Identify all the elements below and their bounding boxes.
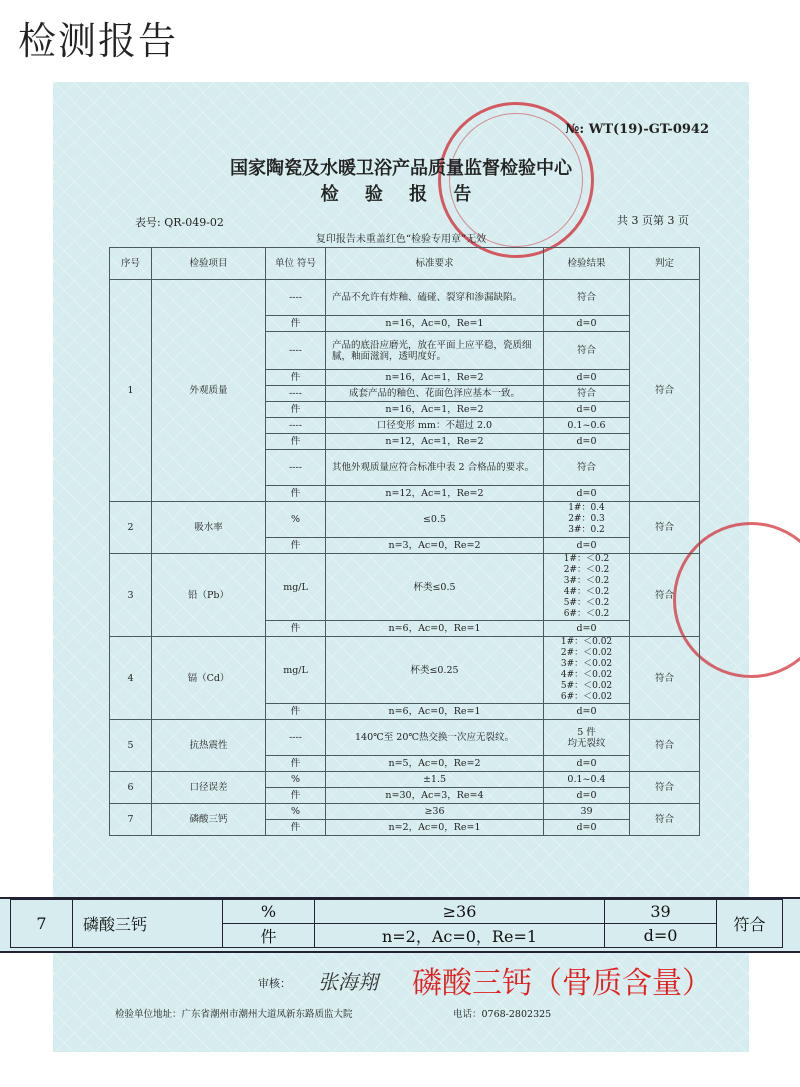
item-no: 4: [110, 637, 152, 720]
form-number: 表号: QR-049-02: [135, 216, 224, 229]
verdict-cell: 符合: [630, 804, 700, 836]
unit-cell: 件: [266, 756, 326, 772]
result-cell: d=0: [544, 316, 630, 332]
sample-result: 6#：＜0.02: [560, 692, 613, 702]
verdict-cell: 符合: [630, 720, 700, 772]
verdict-cell: 符合: [630, 637, 700, 720]
item-no: 7: [110, 804, 152, 836]
lab-address: 检验单位地址：广东省潮州市潮州大道凤新东路质监大院: [115, 1009, 353, 1020]
sample-result: 1#：＜0.2: [563, 554, 610, 564]
requirement-cell: 杯类≤0.5: [326, 554, 544, 621]
item-no: 2: [110, 502, 152, 554]
result-cell: [544, 637, 630, 704]
sample-result: 6#：＜0.2: [563, 609, 610, 619]
item-name: 外观质量: [152, 280, 266, 502]
requirement-cell: 产品不允许有炸釉、磕碰、裂穿和渗漏缺陷。: [326, 280, 544, 316]
header-item: 检验项目: [152, 248, 266, 280]
result-cell: 符合: [544, 386, 630, 402]
result-cell: d=0: [544, 370, 630, 386]
result-cell: 39: [544, 804, 630, 820]
sample-result: 4#：＜0.2: [563, 587, 610, 597]
verdict-cell: 符合: [630, 772, 700, 804]
unit-cell: 件: [266, 402, 326, 418]
unit-cell: ----: [266, 280, 326, 316]
requirement-cell: n=16，Ac=1，Re=2: [326, 402, 544, 418]
sample-result: 4#：＜0.02: [560, 670, 613, 680]
center-name: 国家陶瓷及水暖卫浴产品质量监督检验中心: [230, 158, 572, 179]
requirement-cell: 产品的底沿应磨光，放在平面上应平稳，瓷质细腻，釉面滋润，透明度好。: [326, 332, 544, 370]
item-name: 磷酸三钙: [152, 804, 266, 836]
caption-label: 磷酸三钙（骨质含量）: [412, 966, 712, 1001]
unit-cell: mg/L: [266, 637, 326, 704]
item-no: 3: [110, 554, 152, 637]
unit-cell: 件: [266, 621, 326, 637]
header-verdict: 判定: [630, 248, 700, 280]
unit-cell: 件: [266, 788, 326, 804]
item-name: 抗热震性: [152, 720, 266, 772]
report-title: 检 验 报 告: [320, 184, 482, 205]
reviewer-label: 审核：: [258, 977, 291, 990]
unit-cell: 件: [266, 820, 326, 836]
table-row: [110, 280, 700, 316]
unit-cell: 件: [266, 316, 326, 332]
sample-result: 3#：0.2: [568, 525, 605, 535]
sample-result: 2#：0.3: [568, 514, 605, 524]
copy-note: 复印报告未重盖红色“检验专用章”无效: [315, 234, 487, 245]
requirement-cell: ≥36: [326, 804, 544, 820]
inspection-table: [109, 247, 700, 836]
result-cell: d=0: [544, 434, 630, 450]
result-cell: d=0: [544, 788, 630, 804]
requirement-cell: n=16，Ac=1，Re=2: [326, 370, 544, 386]
table-row: [110, 804, 700, 820]
unit-cell: %: [266, 502, 326, 538]
requirement-cell: ≤0.5: [326, 502, 544, 538]
unit-cell: %: [266, 772, 326, 788]
unit-cell: 件: [266, 486, 326, 502]
item-no: 5: [110, 720, 152, 772]
header-requirement: 标准要求: [326, 248, 544, 280]
requirement-cell: n=16，Ac=0，Re=1: [326, 316, 544, 332]
sample-result: 2#：＜0.02: [560, 648, 613, 658]
requirement-cell: 杯类≤0.25: [326, 637, 544, 704]
sample-result: 1#：0.4: [568, 503, 605, 513]
result-cell: 符合: [544, 332, 630, 370]
sample-result: 1#：＜0.02: [560, 637, 613, 647]
requirement-cell: n=2，Ac=0，Re=1: [315, 924, 605, 948]
requirement-cell: n=12，Ac=1，Re=2: [326, 434, 544, 450]
result-cell: d=0: [544, 538, 630, 554]
sample-result: 3#：＜0.2: [563, 576, 610, 586]
item-no: 7: [11, 900, 73, 948]
result-cell: d=0: [544, 756, 630, 772]
result-cell: d=0: [605, 924, 717, 948]
sample-result: 2#：＜0.2: [563, 565, 610, 575]
result-line: 5 件: [577, 726, 596, 738]
unit-cell: ----: [266, 386, 326, 402]
requirement-cell: n=12，Ac=1，Re=2: [326, 486, 544, 502]
requirement-cell: ≥36: [315, 900, 605, 924]
unit-cell: 件: [266, 538, 326, 554]
result-cell: 符合: [544, 450, 630, 486]
table-row: [11, 900, 783, 924]
unit-cell: ----: [266, 418, 326, 434]
requirement-cell: 口径变形 mm：不超过 2.0: [326, 418, 544, 434]
header-result: 检验结果: [544, 248, 630, 280]
verdict-cell: 符合: [630, 554, 700, 637]
table-row: [110, 502, 700, 538]
table-row: [110, 637, 700, 704]
result-cell: [544, 720, 630, 756]
reviewer-signature: 张海翔: [318, 970, 378, 994]
item-no: 6: [110, 772, 152, 804]
unit-cell: ----: [266, 332, 326, 370]
result-cell: d=0: [544, 486, 630, 502]
result-cell: d=0: [544, 621, 630, 637]
result-cell: 39: [605, 900, 717, 924]
requirement-cell: n=3，Ac=0，Re=2: [326, 538, 544, 554]
header-no: 序号: [110, 248, 152, 280]
result-cell: [544, 554, 630, 621]
table-header-row: [110, 248, 700, 280]
table-row: [110, 720, 700, 756]
result-cell: 0.1~0.4: [544, 772, 630, 788]
page-count: 共 3 页第 3 页: [617, 214, 689, 227]
page-heading: 检测报告: [18, 19, 179, 63]
unit-cell: mg/L: [266, 554, 326, 621]
result-cell: [544, 502, 630, 538]
verdict-cell: 符合: [717, 900, 783, 948]
result-cell: d=0: [544, 704, 630, 720]
verdict-cell: 符合: [630, 280, 700, 502]
unit-cell: ----: [266, 720, 326, 756]
item-name: 镉（Cd）: [152, 637, 266, 720]
unit-cell: %: [266, 804, 326, 820]
requirement-cell: n=6，Ac=0，Re=1: [326, 704, 544, 720]
unit-cell: 件: [266, 704, 326, 720]
result-cell: 0.1~0.6: [544, 418, 630, 434]
report-number: №: WT(19)-GT-0942: [565, 122, 709, 137]
requirement-cell: n=6，Ac=0，Re=1: [326, 621, 544, 637]
header-unit: 单位 符号: [266, 248, 326, 280]
result-line: 均无裂纹: [567, 737, 606, 749]
requirement-cell: n=5，Ac=0，Re=2: [326, 756, 544, 772]
requirement-cell: 其他外观质量应符合标准中表 2 合格品的要求。: [326, 450, 544, 486]
sample-result: 3#：＜0.02: [560, 659, 613, 669]
unit-cell: ----: [266, 450, 326, 486]
unit-cell: %: [223, 900, 315, 924]
zoomed-row-table: [10, 899, 783, 948]
requirement-cell: n=30，Ac=3，Re=4: [326, 788, 544, 804]
result-cell: d=0: [544, 820, 630, 836]
result-cell: d=0: [544, 402, 630, 418]
item-name: 吸水率: [152, 502, 266, 554]
item-no: 1: [110, 280, 152, 502]
requirement-cell: 140℃至 20℃热交换一次应无裂纹。: [326, 720, 544, 756]
lab-phone: 电话：0768-2802325: [453, 1009, 552, 1020]
sample-result: 5#：＜0.02: [560, 681, 613, 691]
requirement-cell: 成套产品的釉色、花面色泽应基本一致。: [326, 386, 544, 402]
unit-cell: 件: [266, 434, 326, 450]
item-name: 磷酸三钙: [73, 900, 223, 948]
table-row: [110, 554, 700, 621]
requirement-cell: ±1.5: [326, 772, 544, 788]
unit-cell: 件: [266, 370, 326, 386]
item-name: 铅（Pb）: [152, 554, 266, 637]
table-row: [110, 772, 700, 788]
item-name: 口径误差: [152, 772, 266, 804]
requirement-cell: n=2，Ac=0，Re=1: [326, 820, 544, 836]
sample-result: 5#：＜0.2: [563, 598, 610, 608]
result-cell: 符合: [544, 280, 630, 316]
verdict-cell: 符合: [630, 502, 700, 554]
unit-cell: 件: [223, 924, 315, 948]
